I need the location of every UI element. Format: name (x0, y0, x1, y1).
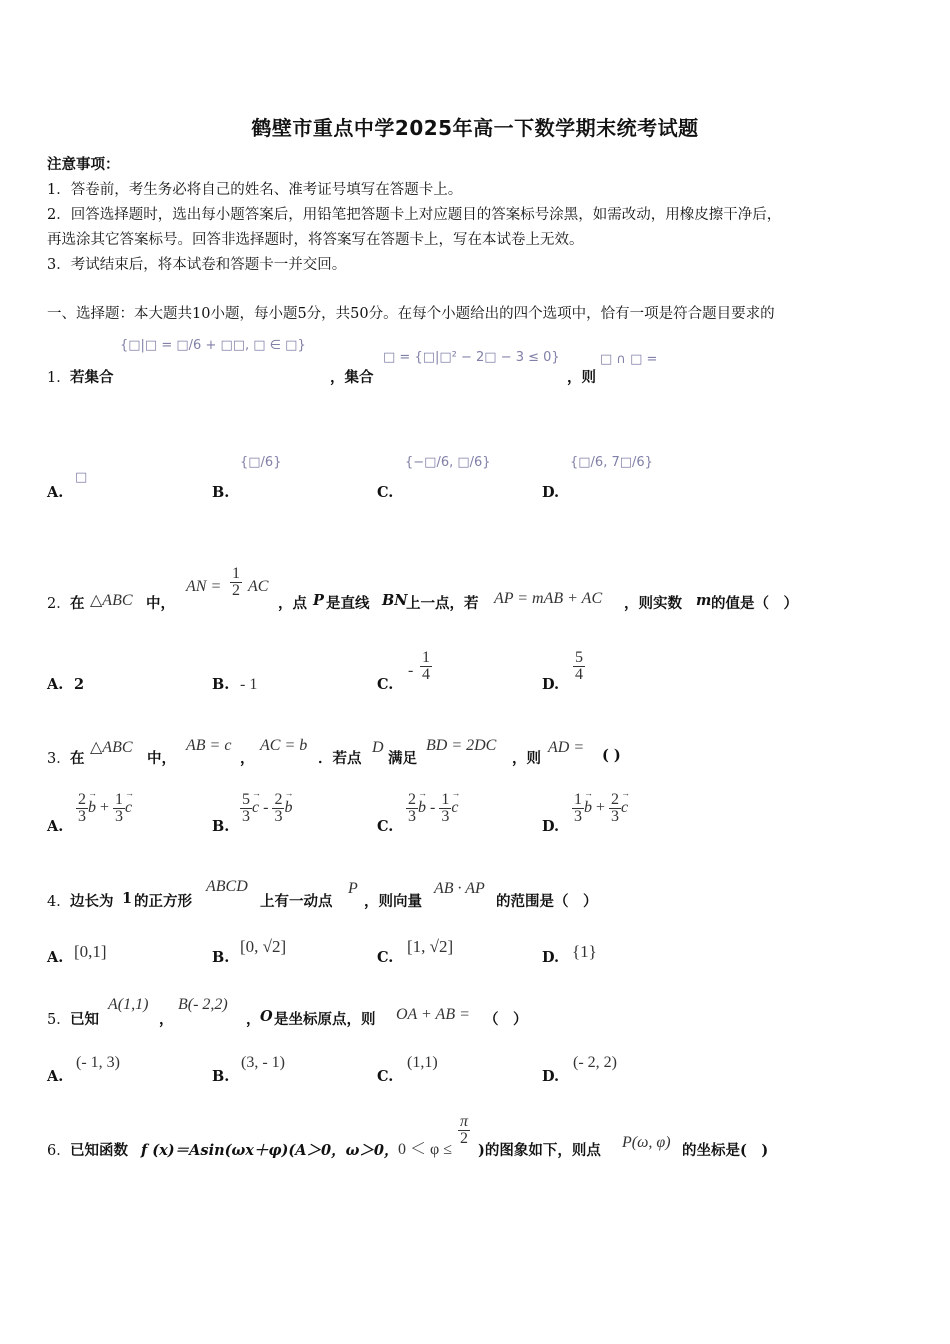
q3-d-d1: 3 (574, 808, 582, 825)
q3-b-v2: → b (284, 799, 292, 817)
q6-number: 6． (47, 1143, 71, 1159)
q4-option-c-value: [1, √2] (407, 937, 454, 956)
q2-option-d-numerator: 5 (575, 649, 583, 666)
q3-ad: AD = (548, 739, 585, 756)
q5-point-a: A(1,1) (108, 996, 149, 1013)
q2-line-bn: BN (382, 592, 408, 609)
q3-text-3: ．若点 (318, 750, 362, 767)
q2-text-4: 是直线 (326, 595, 370, 612)
q2-text-7: 的值是（ ） (711, 595, 798, 612)
q5-option-a-value: (- 1, 3) (76, 1054, 120, 1071)
q3-c-v2: → c (451, 799, 458, 817)
q1-text-pre: 若集合 (70, 369, 114, 386)
q5-text-3: 是坐标原点，则 (274, 1011, 376, 1028)
q6-pi: π (460, 1113, 469, 1130)
q3-c-n2: 1 (441, 791, 450, 808)
q3-a-n1: 2 (78, 791, 86, 808)
q2-half-fraction (230, 566, 242, 599)
q6-phi-range: 0 ＜ φ ≤ (398, 1141, 453, 1158)
q3-b-d2: 3 (274, 808, 283, 825)
q2-option-c-sign: - (408, 662, 414, 679)
q2-option-b-label[interactable]: B. (212, 676, 230, 693)
q3-text-6: ( ) (602, 747, 621, 764)
q3-a-d1: 3 (78, 808, 86, 825)
q3-text-5: ，则 (512, 750, 541, 767)
q2-ac: AC (248, 578, 269, 595)
q3-b-d1: 3 (242, 808, 250, 825)
q5-option-d-label[interactable]: D. (542, 1068, 560, 1085)
q3-ac: AC = b (260, 737, 308, 754)
q4-option-d-label[interactable]: D. (542, 949, 560, 966)
q6-two: 2 (458, 1130, 470, 1147)
q2-option-d-denominator: 4 (575, 666, 583, 683)
q3-option-b-value (240, 792, 292, 825)
q4-one: 1 (122, 890, 133, 907)
q1-option-c-label[interactable]: C. (377, 484, 394, 501)
q3-c-n1: 2 (408, 791, 416, 808)
q3-a-op: + (100, 799, 110, 817)
q4-option-a-label[interactable]: A. (47, 949, 64, 966)
q2-option-d-fraction (573, 650, 585, 683)
q3-a-v1: → b (88, 799, 96, 817)
q4-option-d-value: {1} (572, 942, 597, 961)
q2-text-6: ，则实数 (624, 595, 682, 612)
q3-text-1: 在 (70, 750, 85, 767)
q1-option-b-value: {□/6} (240, 455, 282, 470)
q2-number: 2． (47, 596, 71, 612)
notice-item-3: 3．考试结束后，将本试卷和答题卡一并交回。 (47, 257, 347, 273)
q1-option-c-value: {−□/6, □/6} (405, 455, 491, 470)
q2-text-5: 上一点，若 (406, 595, 479, 612)
q3-c-op: - (430, 799, 436, 817)
q3-d-n2: 2 (611, 791, 620, 808)
q2-text-1: 在 (70, 595, 85, 612)
section-heading: 一、选择题：本大题共10小题，每小题5分，共50分。在每个小题给出的四个选项中，恰有一项是符合题目要求的 (47, 306, 775, 322)
q3-text-2: 中， (147, 750, 176, 767)
q4-text-4: ，则向量 (364, 893, 422, 910)
notice-item-2: 2．回答选择题时，选出每小题答案后，用铅笔把答题卡上对应题目的答案标号涂黑，如需改动，用橡皮擦干净后， (47, 207, 782, 223)
q2-text-2: 中， (146, 595, 175, 612)
q1-set-a: {□|□ = □/6 + □□, □ ∈ □} (120, 338, 306, 353)
q3-c-d2: 3 (441, 808, 450, 825)
q3-ab: AB = c (186, 737, 232, 754)
q1-number: 1． (47, 370, 71, 386)
q6-point-p: P(ω, φ) (622, 1134, 671, 1151)
q2-half-numerator: 1 (232, 565, 240, 582)
q4-option-a-value: [0,1] (74, 942, 107, 961)
q6-function: f (x)＝Asin(ωx＋φ)(A＞0，ω＞0， (141, 1142, 399, 1159)
q3-a-v2: → c (125, 799, 132, 817)
q5-expression: OA + AB = (396, 1006, 470, 1023)
q2-option-c-denominator: 4 (422, 666, 430, 683)
q3-d-d2: 3 (611, 808, 620, 825)
q1-question: □ ∩ □ = (600, 352, 658, 367)
q2-option-c-label[interactable]: C. (377, 676, 394, 693)
q3-d-v2: → c (621, 799, 628, 817)
q4-option-c-label[interactable]: C. (377, 949, 394, 966)
q1-option-a-value: □ (75, 470, 88, 485)
q3-point-d: D (372, 739, 384, 756)
q5-text-4: （ ） (484, 1011, 528, 1028)
q6-pi-over-2 (458, 1114, 470, 1147)
q3-d-n1: 1 (574, 791, 582, 808)
q4-text-1: 边长为 (70, 893, 114, 910)
q3-option-c-value (406, 792, 458, 825)
q5-option-b-value: (3, - 1) (241, 1054, 285, 1071)
q6-text-1: 已知函数 (70, 1142, 128, 1159)
q3-triangle: △ABC (90, 739, 133, 756)
q2-point-p: P (313, 592, 324, 609)
q3-a-n2: 1 (115, 791, 124, 808)
q2-option-a-label[interactable]: A. (47, 676, 64, 693)
q1-option-d-label[interactable]: D. (542, 484, 560, 501)
q5-option-a-label[interactable]: A. (47, 1068, 64, 1085)
q3-b-v1: → c (252, 799, 259, 817)
q3-option-d-value (572, 792, 628, 825)
q3-bd: BD = 2DC (426, 737, 497, 754)
q5-origin: O (260, 1008, 273, 1025)
q1-option-a-label[interactable]: A. (47, 484, 64, 501)
q3-b-n1: 5 (242, 791, 250, 808)
q3-text-4: 满足 (388, 750, 417, 767)
q5-option-c-value: (1,1) (407, 1054, 438, 1071)
q4-number: 4． (47, 894, 71, 910)
q2-option-d-label[interactable]: D. (542, 676, 560, 693)
page-title: 鹤壁市重点中学2025年高一下数学期末统考试题 (251, 116, 699, 140)
q4-point-p: P (348, 880, 358, 897)
q6-text-3: 的坐标是( ) (682, 1142, 769, 1159)
q1-text-mid: ，集合 (330, 369, 374, 386)
q3-c-v1: → b (418, 799, 426, 817)
q4-text-5: 的范围是（ ） (496, 893, 598, 910)
q1-option-b-label[interactable]: B. (212, 484, 230, 501)
q2-option-a-value: 2 (74, 676, 85, 693)
q3-d-op: + (596, 799, 606, 817)
q5-option-b-label[interactable]: B. (212, 1068, 230, 1085)
q5-option-d-value: (- 2, 2) (573, 1054, 617, 1071)
q3-option-a-label[interactable]: A. (47, 818, 64, 835)
q2-half-denominator: 2 (232, 582, 240, 599)
q3-option-b-label[interactable]: B. (212, 818, 230, 835)
notice-heading: 注意事项： (47, 156, 120, 173)
q4-abcd: ABCD (206, 878, 248, 895)
q2-option-c-numerator: 1 (422, 649, 430, 666)
notice-item-1: 1．答卷前，考生务必将自己的姓名、准考证号填写在答题卡上。 (47, 182, 463, 198)
q3-option-a-value (76, 792, 132, 825)
q1-text-post: ，则 (567, 369, 596, 386)
q1-option-d-value: {□/6, 7□/6} (570, 455, 653, 470)
q3-d-v1: → b (584, 799, 592, 817)
q3-sep: ， (240, 750, 255, 767)
q6-text-2: )的图象如下，则点 (478, 1142, 601, 1159)
q2-var-m: m (696, 592, 712, 609)
q3-a-d2: 3 (115, 808, 124, 825)
q5-number: 5． (47, 1012, 71, 1028)
q3-option-c-label[interactable]: C. (377, 818, 394, 835)
q4-option-b-value: [0, √2] (240, 937, 287, 956)
q2-option-c-fraction (420, 650, 432, 683)
q5-text-1: 已知 (70, 1011, 99, 1028)
q4-dot-product: AB · AP (434, 880, 485, 897)
q5-point-b: B(- 2,2) (178, 996, 228, 1013)
q5-sep: ， (159, 1011, 174, 1028)
q3-c-d1: 3 (408, 808, 416, 825)
q3-b-op: - (263, 799, 269, 817)
q3-b-n2: 2 (274, 791, 283, 808)
q2-triangle: △ABC (90, 592, 133, 609)
q5-option-c-label[interactable]: C. (377, 1068, 394, 1085)
q1-set-b: □ = {□|□² − 2□ − 3 ≤ 0} (383, 350, 560, 365)
q2-equation: AP = mAB + AC (494, 590, 603, 607)
q3-option-d-label[interactable]: D. (542, 818, 560, 835)
q2-text-3: ，点 (278, 595, 307, 612)
q4-text-3: 上有一动点 (260, 893, 333, 910)
q5-text-2: ， (246, 1011, 261, 1028)
notice-item-2-cont: 再选涂其它答案标号。回答非选择题时，将答案写在答题卡上，写在本试卷上无效。 (47, 232, 584, 248)
q2-an: AN = (186, 578, 222, 595)
q4-option-b-label[interactable]: B. (212, 949, 230, 966)
q4-text-2: 的正方形 (134, 893, 192, 910)
q3-number: 3． (47, 751, 71, 767)
q2-option-b-value: - 1 (240, 676, 258, 693)
